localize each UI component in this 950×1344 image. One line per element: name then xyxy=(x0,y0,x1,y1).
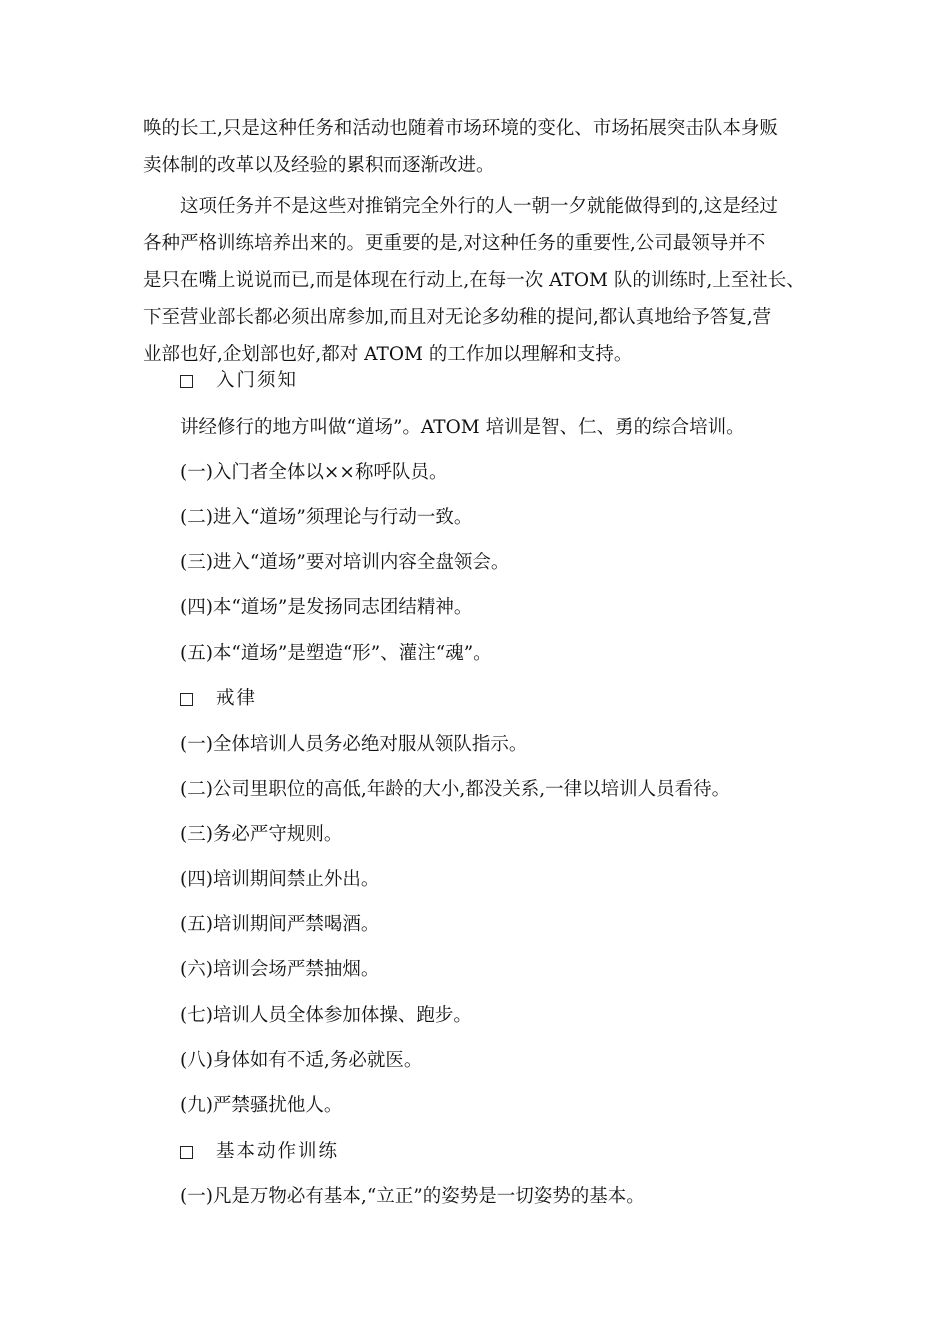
list-item: (五)培训期间严禁喝酒。 xyxy=(180,914,380,935)
section-heading xyxy=(180,1139,339,1165)
section-heading-label: 基本动作训练 xyxy=(216,1141,340,1162)
list-item: (二)进入“道场”须理论与行动一致。 xyxy=(180,507,473,528)
paragraph-line: 唤的长工,只是这种任务和活动也随着市场环境的变化、市场拓展突击队本身贩 xyxy=(143,118,778,139)
section-heading xyxy=(180,368,298,394)
list-item: (一)全体培训人员务必绝对服从领队指示。 xyxy=(180,734,528,755)
paragraph-line: 是只在嘴上说说而已,而是体现在行动上,在每一次 ATOM 队的训练时,上至社长、 xyxy=(143,270,805,291)
list-item: (四)本“道场”是发扬同志团结精神。 xyxy=(180,597,473,618)
section-heading-label: 入门须知 xyxy=(216,370,299,391)
list-item: (九)严禁骚扰他人。 xyxy=(180,1095,343,1116)
list-item: (八)身体如有不适,务必就医。 xyxy=(180,1050,423,1071)
section-heading-label: 戒律 xyxy=(216,688,258,709)
paragraph-line: 这项任务并不是这些对推销完全外行的人一朝一夕就能做得到的,这是经过 xyxy=(143,196,778,217)
list-item: (一)凡是万物必有基本,“立正”的姿势是一切姿势的基本。 xyxy=(180,1186,645,1207)
paragraph-line: 下至营业部长都必须出席参加,而且对无论多幼稚的提问,都认真地给予答复,营 xyxy=(143,307,772,328)
paragraph-line: 卖体制的改革以及经验的累积而逐渐改进。 xyxy=(143,155,495,176)
section-intro: 讲经修行的地方叫做“道场”。ATOM 培训是智、仁、勇的综合培训。 xyxy=(180,417,745,438)
list-item: (五)本“道场”是塑造“形”、灌注“魂”。 xyxy=(180,643,492,664)
checkbox-square-icon xyxy=(180,1146,193,1159)
list-item: (七)培训人员全体参加体操、跑步。 xyxy=(180,1005,472,1026)
list-item: (六)培训会场严禁抽烟。 xyxy=(180,959,380,980)
list-item: (一)入门者全体以××称呼队员。 xyxy=(180,462,448,483)
checkbox-square-icon xyxy=(180,693,193,706)
body-paragraph xyxy=(143,188,809,373)
list-item: (二)公司里职位的高低,年龄的大小,都没关系,一律以培训人员看待。 xyxy=(180,779,731,800)
section-heading xyxy=(180,686,257,712)
list-item: (四)培训期间禁止外出。 xyxy=(180,869,380,890)
list-item: (三)进入“道场”要对培训内容全盘领会。 xyxy=(180,552,510,573)
list-item: (三)务必严守规则。 xyxy=(180,824,343,845)
checkbox-square-icon xyxy=(180,375,193,388)
paragraph-line: 业部也好,企划部也好,都对 ATOM 的工作加以理解和支持。 xyxy=(143,344,633,365)
body-paragraph xyxy=(143,110,809,184)
paragraph-line: 各种严格训练培养出来的。更重要的是,对这种任务的重要性,公司最领导并不 xyxy=(143,233,766,254)
